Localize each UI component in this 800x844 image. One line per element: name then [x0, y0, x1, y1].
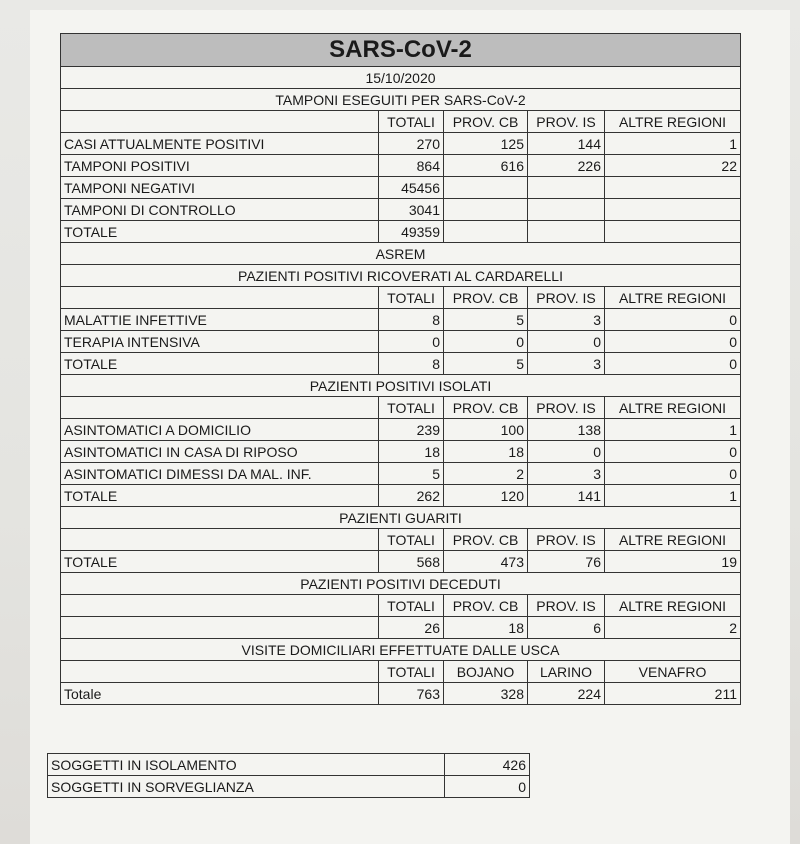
cell-altre-regioni: 0	[605, 441, 741, 463]
table-row	[61, 353, 741, 375]
cell-prov-is	[528, 221, 605, 243]
header-totali: TOTALI	[379, 287, 444, 309]
row-label: TOTALE	[61, 485, 379, 507]
cell-altre-regioni: 22	[605, 155, 741, 177]
header-prov-cb: PROV. CB	[444, 287, 528, 309]
row-label: ASINTOMATICI A DOMICILIO	[61, 419, 379, 441]
table-row	[61, 199, 741, 221]
cell-totali: 49359	[379, 221, 444, 243]
cell-prov-is: 144	[528, 133, 605, 155]
cell-totali: 8	[379, 353, 444, 375]
header-prov-is: PROV. IS	[528, 111, 605, 133]
cell-prov-is: 0	[528, 331, 605, 353]
row-label: TOTALE	[61, 551, 379, 573]
cell-prov-is: 3	[528, 309, 605, 331]
soggetti-sorveglianza-label: SOGGETTI IN SORVEGLIANZA	[48, 776, 445, 798]
header-totali: TOTALI	[379, 111, 444, 133]
header-prov-is: PROV. IS	[528, 397, 605, 419]
cell-prov-cb: 616	[444, 155, 528, 177]
cell-prov-is: 138	[528, 419, 605, 441]
cell-prov-cb: 5	[444, 353, 528, 375]
cell-prov-is: 3	[528, 463, 605, 485]
cell-altre-regioni: 0	[605, 353, 741, 375]
row-label: TAMPONI DI CONTROLLO	[61, 199, 379, 221]
table-row	[61, 683, 741, 705]
table-row	[48, 776, 530, 798]
cell-prov-cb: 473	[444, 551, 528, 573]
table-row	[61, 309, 741, 331]
row-label: Totale	[61, 683, 379, 705]
soggetti-table	[47, 753, 530, 798]
header-row	[61, 529, 741, 551]
table-row	[61, 177, 741, 199]
header-prov-cb: PROV. CB	[444, 595, 528, 617]
cell-prov-cb	[444, 199, 528, 221]
cell-prov-is: 3	[528, 353, 605, 375]
cell-prov-cb: 18	[444, 617, 528, 639]
table-row	[61, 551, 741, 573]
table-row	[61, 441, 741, 463]
header-larino: LARINO	[528, 661, 605, 683]
cell-prov-cb: 5	[444, 309, 528, 331]
soggetti-sorveglianza-value: 0	[445, 776, 530, 798]
section-title-asrem: ASREM	[61, 243, 741, 265]
cell-venafro: 211	[605, 683, 741, 705]
header-prov-is: PROV. IS	[528, 595, 605, 617]
header-prov-cb: PROV. CB	[444, 529, 528, 551]
table-row	[61, 463, 741, 485]
cell-prov-is	[528, 177, 605, 199]
header-totali: TOTALI	[379, 397, 444, 419]
cell-larino: 224	[528, 683, 605, 705]
cell-altre-regioni: 0	[605, 331, 741, 353]
table-row	[61, 419, 741, 441]
section-title-deceduti: PAZIENTI POSITIVI DECEDUTI	[61, 573, 741, 595]
header-totali: TOTALI	[379, 529, 444, 551]
cell-totali: 8	[379, 309, 444, 331]
table-row	[61, 331, 741, 353]
cell-prov-cb: 100	[444, 419, 528, 441]
cell-prov-is	[528, 199, 605, 221]
table-row	[61, 617, 741, 639]
table-row	[48, 754, 530, 776]
row-label: TOTALE	[61, 221, 379, 243]
cell-altre-regioni	[605, 177, 741, 199]
cell-totali: 3041	[379, 199, 444, 221]
cell-altre-regioni	[605, 221, 741, 243]
header-row	[61, 397, 741, 419]
header-altre-regioni: ALTRE REGIONI	[605, 529, 741, 551]
cell-altre-regioni: 2	[605, 617, 741, 639]
report-table	[60, 33, 741, 705]
cell-totali: 45456	[379, 177, 444, 199]
header-bojano: BOJANO	[444, 661, 528, 683]
cell-altre-regioni: 19	[605, 551, 741, 573]
row-label: MALATTIE INFETTIVE	[61, 309, 379, 331]
header-totali: TOTALI	[379, 595, 444, 617]
header-altre-regioni: ALTRE REGIONI	[605, 595, 741, 617]
cell-prov-cb: 120	[444, 485, 528, 507]
cell-totali: 763	[379, 683, 444, 705]
cell-prov-is: 6	[528, 617, 605, 639]
cell-totali: 262	[379, 485, 444, 507]
cell-totali: 5	[379, 463, 444, 485]
section-title-usca: VISITE DOMICILIARI EFFETTUATE DALLE USCA	[61, 639, 741, 661]
table-row	[61, 155, 741, 177]
cell-prov-cb: 18	[444, 441, 528, 463]
header-prov-cb: PROV. CB	[444, 111, 528, 133]
table-row	[61, 485, 741, 507]
cell-prov-cb: 0	[444, 331, 528, 353]
section-title-ricoverati: PAZIENTI POSITIVI RICOVERATI AL CARDARELLI	[61, 265, 741, 287]
cell-altre-regioni: 1	[605, 419, 741, 441]
cell-totali: 568	[379, 551, 444, 573]
table-row	[61, 133, 741, 155]
section-title-tamponi: TAMPONI ESEGUITI PER SARS-CoV-2	[61, 89, 741, 111]
row-label: ASINTOMATICI IN CASA DI RIPOSO	[61, 441, 379, 463]
soggetti-isolamento-label: SOGGETTI IN ISOLAMENTO	[48, 754, 445, 776]
header-row	[61, 661, 741, 683]
soggetti-isolamento-value: 426	[445, 754, 530, 776]
cell-altre-regioni	[605, 199, 741, 221]
section-title-guariti: PAZIENTI GUARITI	[61, 507, 741, 529]
report-date: 15/10/2020	[61, 67, 741, 89]
header-venafro: VENAFRO	[605, 661, 741, 683]
row-label: ASINTOMATICI DIMESSI DA MAL. INF.	[61, 463, 379, 485]
cell-altre-regioni: 1	[605, 485, 741, 507]
header-altre-regioni: ALTRE REGIONI	[605, 287, 741, 309]
cell-totali: 18	[379, 441, 444, 463]
row-label: TERAPIA INTENSIVA	[61, 331, 379, 353]
cell-prov-is: 0	[528, 441, 605, 463]
cell-totali: 0	[379, 331, 444, 353]
cell-prov-cb: 125	[444, 133, 528, 155]
cell-prov-cb	[444, 221, 528, 243]
header-prov-is: PROV. IS	[528, 529, 605, 551]
header-prov-is: PROV. IS	[528, 287, 605, 309]
cell-totali: 864	[379, 155, 444, 177]
cell-altre-regioni: 1	[605, 133, 741, 155]
row-label	[61, 617, 379, 639]
cell-prov-cb: 2	[444, 463, 528, 485]
cell-totali: 26	[379, 617, 444, 639]
cell-totali: 270	[379, 133, 444, 155]
section-title-isolati: PAZIENTI POSITIVI ISOLATI	[61, 375, 741, 397]
header-altre-regioni: ALTRE REGIONI	[605, 111, 741, 133]
header-row	[61, 111, 741, 133]
row-label: TAMPONI NEGATIVI	[61, 177, 379, 199]
header-row	[61, 595, 741, 617]
row-label: TOTALE	[61, 353, 379, 375]
cell-altre-regioni: 0	[605, 463, 741, 485]
cell-prov-cb	[444, 177, 528, 199]
page-title: SARS-CoV-2	[61, 34, 741, 67]
cell-altre-regioni: 0	[605, 309, 741, 331]
header-row	[61, 287, 741, 309]
row-label: TAMPONI POSITIVI	[61, 155, 379, 177]
cell-prov-is: 226	[528, 155, 605, 177]
header-prov-cb: PROV. CB	[444, 397, 528, 419]
cell-prov-is: 76	[528, 551, 605, 573]
cell-bojano: 328	[444, 683, 528, 705]
header-altre-regioni: ALTRE REGIONI	[605, 397, 741, 419]
row-label: CASI ATTUALMENTE POSITIVI	[61, 133, 379, 155]
table-row	[61, 221, 741, 243]
header-totali: TOTALI	[379, 661, 444, 683]
cell-prov-is: 141	[528, 485, 605, 507]
cell-totali: 239	[379, 419, 444, 441]
